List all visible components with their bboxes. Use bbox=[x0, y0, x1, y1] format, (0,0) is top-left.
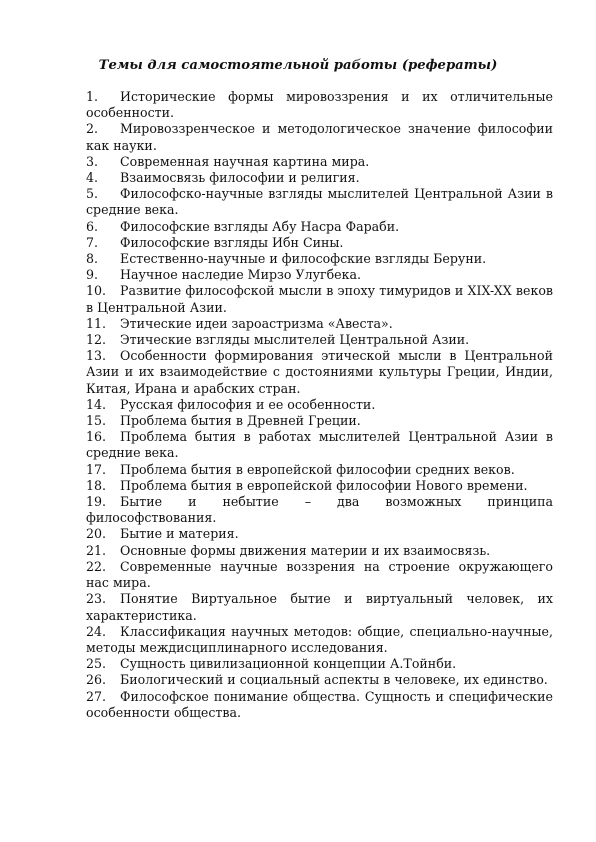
topic-number: 21. bbox=[86, 542, 107, 558]
document-title: Темы для самостоятельной работы (рефераты) bbox=[98, 58, 498, 73]
topic-text: Основные формы движения материи и их взаимосвязь. bbox=[120, 542, 491, 558]
topic-item bbox=[86, 332, 553, 348]
topic-text: Современные научные воззрения на строение окружающего нас мира. bbox=[86, 558, 553, 591]
topic-text: Проблема бытия в европейской философии средних веков. bbox=[120, 461, 515, 477]
topic-number: 9. bbox=[86, 267, 99, 283]
topic-item bbox=[86, 267, 553, 283]
topic-item bbox=[86, 283, 553, 315]
topic-number: 8. bbox=[86, 251, 99, 267]
topic-item bbox=[86, 429, 553, 461]
topic-text: Сущность цивилизационной концепции А.Тойнби. bbox=[120, 656, 457, 672]
topic-number: 2. bbox=[86, 121, 99, 137]
topic-text: Философские взгляды Ибн Сины. bbox=[120, 234, 344, 250]
topic-item bbox=[86, 624, 553, 656]
topic-item bbox=[86, 121, 553, 153]
topic-item bbox=[86, 186, 553, 218]
topic-text: Бытие и небытие – два возможных принципа философствования. bbox=[86, 494, 553, 526]
topic-number: 22. bbox=[86, 558, 107, 574]
topic-number: 6. bbox=[86, 218, 99, 234]
topic-item bbox=[86, 348, 553, 397]
topic-number: 16. bbox=[86, 429, 107, 445]
topic-text: Проблема бытия в Древней Греции. bbox=[120, 413, 361, 429]
topic-item bbox=[86, 478, 553, 494]
topic-item bbox=[86, 689, 553, 721]
topic-text: Проблема бытия в работах мыслителей Центральной Азии в средние века. bbox=[86, 429, 553, 461]
topic-item bbox=[86, 397, 553, 413]
topic-item bbox=[86, 170, 553, 186]
topic-text: Русская философия и ее особенности. bbox=[120, 396, 376, 412]
topic-text: Естественно-научные и философские взгляды Беруни. bbox=[120, 251, 487, 267]
topic-item bbox=[86, 591, 553, 623]
topic-list bbox=[86, 89, 553, 721]
topic-text: Бытие и материя. bbox=[120, 526, 239, 542]
topic-number: 1. bbox=[86, 89, 99, 104]
topic-text: Научное наследие Мирзо Улугбека. bbox=[120, 267, 362, 283]
topic-number: 24. bbox=[86, 623, 107, 639]
topic-number: 19. bbox=[86, 494, 107, 510]
topic-text: Биологический и социальный аспекты в человеке, их единство. bbox=[120, 672, 548, 688]
topic-text: Развитие философской мысли в эпоху тимуридов и XIX-XX веков в Центральной Азии. bbox=[86, 283, 553, 315]
topic-number: 27. bbox=[86, 688, 107, 704]
topic-text: Классификация научных методов: общие, специально-научные, методы междисциплинарного исследования. bbox=[86, 623, 553, 655]
topic-number: 12. bbox=[86, 332, 107, 348]
topic-item bbox=[86, 219, 553, 235]
topic-number: 23. bbox=[86, 591, 107, 607]
topic-number: 10. bbox=[86, 283, 107, 299]
topic-item bbox=[86, 672, 553, 688]
topic-text: Понятие Виртуальное бытие и виртуальный человек, их характеристика. bbox=[86, 591, 553, 623]
topic-number: 14. bbox=[86, 396, 107, 412]
topic-number: 13. bbox=[86, 348, 107, 364]
topic-text: Философские взгляды Абу Насра Фараби. bbox=[120, 218, 400, 234]
topic-number: 26. bbox=[86, 672, 107, 688]
topic-number: 25. bbox=[86, 656, 107, 672]
topic-item bbox=[86, 154, 553, 170]
topic-number: 7. bbox=[86, 234, 99, 250]
topic-item bbox=[86, 89, 553, 121]
topic-text: Исторические формы мировоззрения и их отличительные особенности. bbox=[86, 89, 553, 121]
topic-text: Проблема бытия в европейской философии Нового времени. bbox=[120, 477, 528, 493]
topic-item bbox=[86, 543, 553, 559]
topic-text: Взаимосвязь философии и религия. bbox=[120, 170, 360, 186]
topic-item bbox=[86, 462, 553, 478]
topic-number: 11. bbox=[86, 315, 107, 331]
topic-text: Этические взгляды мыслителей Центральной Азии. bbox=[120, 332, 470, 348]
topic-item bbox=[86, 316, 553, 332]
topic-number: 18. bbox=[86, 477, 107, 493]
topic-item bbox=[86, 413, 553, 429]
topic-item bbox=[86, 235, 553, 251]
topic-number: 5. bbox=[86, 186, 99, 202]
topic-text: Мировоззренческое и методологическое значение философии как науки. bbox=[86, 121, 553, 153]
topic-number: 4. bbox=[86, 170, 99, 186]
topic-text: Философское понимание общества. Сущность и специфические особенности общества. bbox=[86, 688, 553, 720]
topic-text: Этические идеи зароастризма «Авеста». bbox=[120, 315, 393, 331]
topic-number: 20. bbox=[86, 526, 107, 542]
topic-item bbox=[86, 494, 553, 526]
topic-text: Философско-научные взгляды мыслителей Центральной Азии в средние века. bbox=[86, 186, 553, 218]
topic-item bbox=[86, 656, 553, 672]
topic-item bbox=[86, 526, 553, 542]
topic-item bbox=[86, 559, 553, 591]
topic-number: 17. bbox=[86, 461, 107, 477]
topic-number: 15. bbox=[86, 413, 107, 429]
topic-text: Особенности формирования этической мысли в Центральной Азии и их взаимодействие с достояниями культуры Греции, Индии, Китая, Ирана и арабских стран. bbox=[86, 348, 553, 396]
topic-text: Современная научная картина мира. bbox=[120, 153, 370, 169]
topic-item bbox=[86, 251, 553, 267]
topic-number: 3. bbox=[86, 153, 99, 169]
